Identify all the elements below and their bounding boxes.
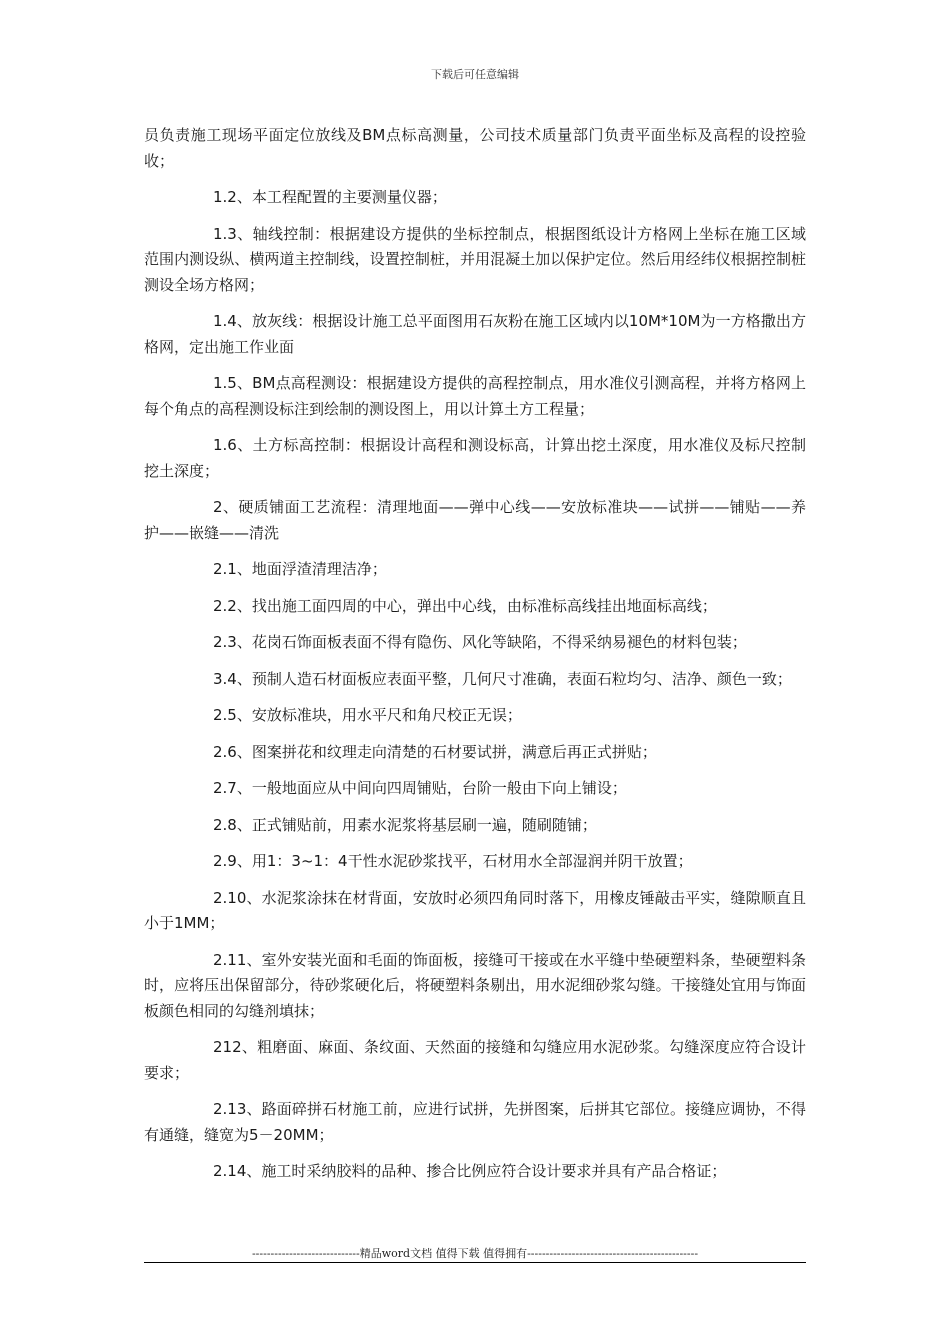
document-body — [144, 123, 806, 1196]
paragraph-1-6: 1.6、土方标高控制：根据设计高程和测设标高，计算出挖土深度，用水准仪及标尺控制挖土深度； — [144, 436, 806, 480]
paragraph-2-14: 2.14、施工时采纳胶料的品种、掺合比例应符合设计要求并具有产品合格证； — [213, 1162, 727, 1180]
page-footer: -----------------------------精品word文档 值得下载 值得拥有---------------------------------------------- — [251, 1247, 699, 1260]
paragraph-3-4: 3.4、预制人造石材面板应表面平整，几何尺寸准确，表面石粒均匀、洁净、颜色一致； — [213, 669, 792, 688]
footer-divider — [144, 1262, 806, 1263]
paragraph-2-1: 2.1、地面浮渣清理洁净； — [213, 560, 387, 578]
paragraph-1-2: 1.2、本工程配置的主要测量仪器； — [213, 188, 447, 206]
paragraph-2-13: 2.13、路面碎拼石材施工前，应进行试拼，先拼图案，后拼其它部位。接缝应调协，不得有通缝，缝宽为5－20MM； — [144, 1100, 806, 1144]
paragraph-2-3: 2.3、花岗石饰面板表面不得有隐伤、风化等缺陷，不得采纳易褪色的材料包装； — [213, 633, 747, 651]
page-header: 下载后可任意编辑 — [431, 68, 519, 81]
paragraph-2-2: 2.2、找出施工面四周的中心，弹出中心线，由标准标高线挂出地面标高线； — [213, 596, 717, 615]
paragraph-1-4: 1.4、放灰线：根据设计施工总平面图用石灰粉在施工区域内以10M*10M为一方格撒出方格网，定出施工作业面 — [144, 312, 806, 356]
paragraph-2-11: 2.11、室外安装光面和毛面的饰面板，接缝可干接或在水平缝中垫硬塑料条，垫硬塑料条时，应将压出保留部分，待砂浆硬化后，将硬塑料条剔出，用水泥细砂浆勾缝。干接缝处宜用与饰面板颜色相同的勾缝剂填抹； — [144, 950, 806, 1020]
paragraph-1-3: 1.3、轴线控制：根据建设方提供的坐标控制点，根据图纸设计方格网上坐标在施工区域范围内测设纵、横两道主控制线，设置控制桩，并用混凝土加以保护定位。然后用经纬仪根据控制桩测设全场方格网； — [144, 224, 806, 294]
paragraph-2-5: 2.5、安放标准块，用水平尺和角尺校正无误； — [213, 706, 522, 724]
paragraph-2-10: 2.10、水泥浆涂抹在材背面，安放时必须四角同时落下，用橡皮锤敲击平实，缝隙顺直且小于1MM； — [144, 888, 806, 932]
paragraph-2: 2、硬质铺面工艺流程：清理地面——弹中心线——安放标准块——试拼——铺贴——养护——嵌缝——清洗 — [144, 498, 806, 542]
paragraph-0: 员负责施工现场平面定位放线及BM点标高测量，公司技术质量部门负责平面坐标及高程的设控验收； — [144, 126, 806, 170]
paragraph-2-6: 2.6、图案拼花和纹理走向清楚的石材要试拼，满意后再正式拼贴； — [213, 742, 657, 761]
paragraph-2-9: 2.9、用1：3~1：4干性水泥砂浆找平，石材用水全部湿润并阴干放置； — [213, 852, 693, 870]
paragraph-2-12: 212、粗磨面、麻面、条纹面、天然面的接缝和勾缝应用水泥砂浆。勾缝深度应符合设计要求； — [144, 1038, 806, 1082]
paragraph-2-8: 2.8、正式铺贴前，用素水泥浆将基层刷一遍，随刷随铺； — [213, 815, 597, 834]
paragraph-2-7: 2.7、一般地面应从中间向四周铺贴，台阶一般由下向上铺设； — [213, 779, 627, 797]
paragraph-1-5: 1.5、BM点高程测设：根据建设方提供的高程控制点，用水准仪引测高程，并将方格网上每个角点的高程测设标注到绘制的测设图上，用以计算土方工程量； — [144, 374, 806, 418]
